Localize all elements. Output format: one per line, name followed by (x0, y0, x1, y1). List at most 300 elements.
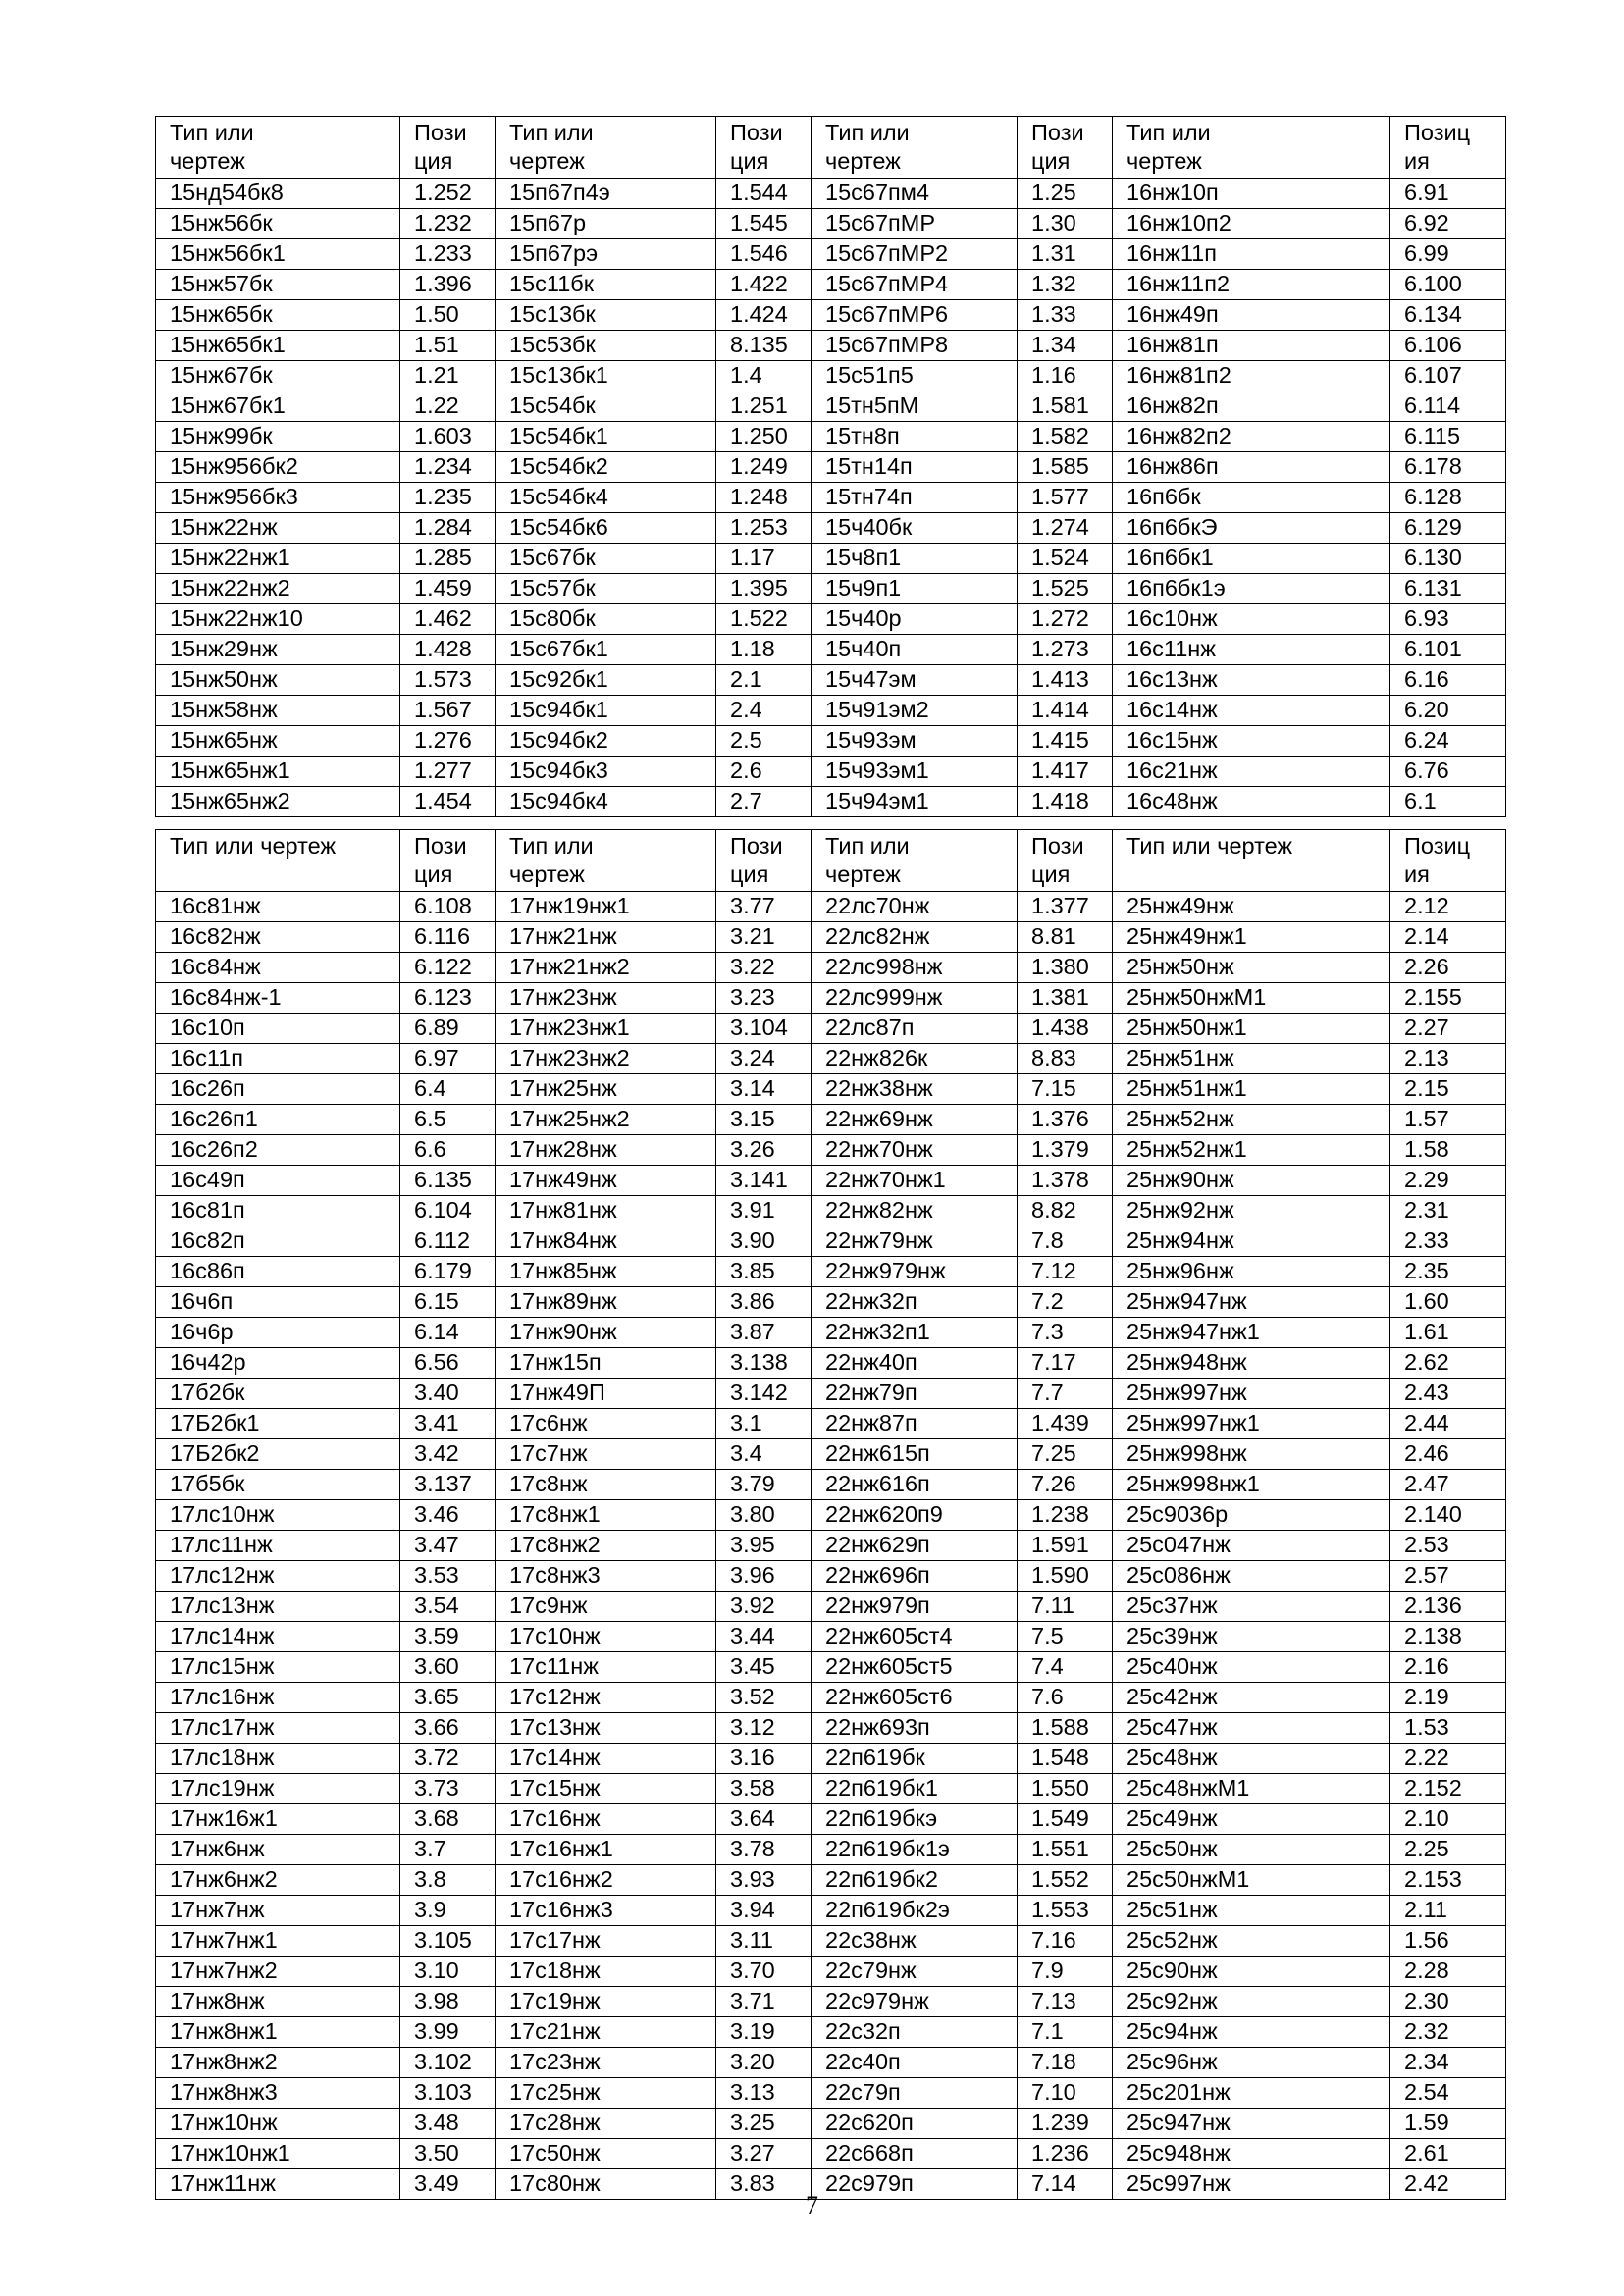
type-cell: 17лс18нж (156, 1744, 400, 1774)
position-cell: 7.8 (1018, 1226, 1113, 1257)
type-cell: 17нж90нж (496, 1318, 716, 1348)
type-cell: 22нж40п (812, 1348, 1018, 1379)
type-cell: 22нж79нж (812, 1226, 1018, 1257)
position-cell: 1.438 (1018, 1014, 1113, 1044)
type-cell: 22с32п (812, 2017, 1018, 2048)
table-header-row (156, 830, 1506, 892)
position-cell: 2.16 (1390, 1652, 1506, 1683)
type-header: Тип или чертеж (1113, 830, 1390, 892)
position-cell: 2.155 (1390, 983, 1506, 1014)
type-cell: 22нж615п (812, 1439, 1018, 1470)
position-cell: 3.10 (400, 1957, 496, 1987)
position-cell: 1.30 (1018, 209, 1113, 239)
type-cell: 16с26п (156, 1074, 400, 1105)
position-cell: 7.14 (1018, 2169, 1113, 2200)
type-cell: 15с54бк4 (496, 483, 716, 513)
position-cell: 1.56 (1390, 1926, 1506, 1957)
type-cell: 15п67п4э (496, 179, 716, 209)
type-cell: 22лс999нж (812, 983, 1018, 1014)
type-cell: 15п67рэ (496, 239, 716, 270)
position-cell: 3.80 (716, 1500, 812, 1531)
position-cell: 6.135 (400, 1166, 496, 1196)
type-cell: 17с7нж (496, 1439, 716, 1470)
position-cell: 1.238 (1018, 1500, 1113, 1531)
position-cell: 3.137 (400, 1470, 496, 1500)
type-cell: 15нж67бк (156, 361, 400, 391)
position-cell: 2.62 (1390, 1348, 1506, 1379)
table-row (156, 1409, 1506, 1439)
type-cell: 16с48нж (1113, 787, 1390, 817)
position-cell: 2.4 (716, 696, 812, 726)
position-cell: 2.11 (1390, 1896, 1506, 1926)
position-cell: 1.251 (716, 391, 812, 422)
table-row (156, 2078, 1506, 2109)
position-cell: 1.603 (400, 422, 496, 452)
type-cell: 22нж87п (812, 1409, 1018, 1439)
table-row (156, 1926, 1506, 1957)
position-cell: 1.415 (1018, 726, 1113, 757)
type-cell: 25с37нж (1113, 1592, 1390, 1622)
type-cell: 16с81п (156, 1196, 400, 1226)
type-cell: 22с979п (812, 2169, 1018, 2200)
type-cell: 25с48нж (1113, 1744, 1390, 1774)
type-cell: 25нж947нж1 (1113, 1318, 1390, 1348)
position-cell: 2.35 (1390, 1257, 1506, 1287)
table-row (156, 922, 1506, 953)
type-cell: 16с49п (156, 1166, 400, 1196)
type-cell: 15нж29нж (156, 635, 400, 665)
position-cell: 2.61 (1390, 2139, 1506, 2169)
position-cell: 3.64 (716, 1804, 812, 1835)
table-row (156, 1804, 1506, 1835)
type-cell: 17нж10нж (156, 2109, 400, 2139)
position-cell: 1.22 (400, 391, 496, 422)
type-cell: 17нж21нж2 (496, 953, 716, 983)
position-cell: 3.73 (400, 1774, 496, 1804)
position-cell: 6.115 (1390, 422, 1506, 452)
position-cell: 6.106 (1390, 331, 1506, 361)
type-cell: 17с25нж (496, 2078, 716, 2109)
type-cell: 17с11нж (496, 1652, 716, 1683)
position-cell: 1.277 (400, 757, 496, 787)
table-row (156, 953, 1506, 983)
table-row (156, 696, 1506, 726)
position-cell: 2.53 (1390, 1531, 1506, 1561)
position-cell: 1.414 (1018, 696, 1113, 726)
type-cell: 22нж620п9 (812, 1500, 1018, 1531)
position-cell: 6.56 (400, 1348, 496, 1379)
position-cell: 3.87 (716, 1318, 812, 1348)
position-cell: 7.16 (1018, 1926, 1113, 1957)
position-cell: 2.136 (1390, 1592, 1506, 1622)
type-cell: 25нж998нж1 (1113, 1470, 1390, 1500)
type-cell: 15нж65бк (156, 300, 400, 331)
type-cell: 22нж70нж (812, 1135, 1018, 1166)
position-cell: 1.248 (716, 483, 812, 513)
position-cell: 3.78 (716, 1835, 812, 1865)
type-cell: 15тн8п (812, 422, 1018, 452)
position-cell: 2.15 (1390, 1074, 1506, 1105)
type-cell: 15нж65бк1 (156, 331, 400, 361)
position-cell: 1.585 (1018, 452, 1113, 483)
position-cell: 1.581 (1018, 391, 1113, 422)
position-cell: 1.285 (400, 544, 496, 574)
type-cell: 25с047нж (1113, 1531, 1390, 1561)
position-cell: 1.424 (716, 300, 812, 331)
position-cell: 6.76 (1390, 757, 1506, 787)
type-cell: 15нж58нж (156, 696, 400, 726)
type-cell: 22нж32п1 (812, 1318, 1018, 1348)
position-cell: 8.83 (1018, 1044, 1113, 1074)
type-cell: 16с26п1 (156, 1105, 400, 1135)
type-cell: 15нж57бк (156, 270, 400, 300)
position-cell: 1.61 (1390, 1318, 1506, 1348)
type-cell: 25нж90нж (1113, 1166, 1390, 1196)
position-header: Пози ция (716, 830, 812, 892)
type-cell: 25с40нж (1113, 1652, 1390, 1683)
type-cell: 16нж86п (1113, 452, 1390, 483)
position-cell: 6.130 (1390, 544, 1506, 574)
type-cell: 15нж22нж (156, 513, 400, 544)
position-cell: 3.41 (400, 1409, 496, 1439)
position-cell: 1.524 (1018, 544, 1113, 574)
type-cell: 16нж82п (1113, 391, 1390, 422)
position-cell: 3.40 (400, 1379, 496, 1409)
type-cell: 16с10нж (1113, 604, 1390, 635)
position-cell: 7.4 (1018, 1652, 1113, 1683)
position-cell: 6.1 (1390, 787, 1506, 817)
position-cell: 6.114 (1390, 391, 1506, 422)
type-cell: 15п67р (496, 209, 716, 239)
type-cell: 16с21нж (1113, 757, 1390, 787)
position-cell: 3.86 (716, 1287, 812, 1318)
position-cell: 3.58 (716, 1774, 812, 1804)
position-cell: 3.21 (716, 922, 812, 953)
table-header-row (156, 117, 1506, 179)
table-row (156, 452, 1506, 483)
position-cell: 1.413 (1018, 665, 1113, 696)
table-row (156, 513, 1506, 544)
table-row (156, 726, 1506, 757)
position-cell: 8.82 (1018, 1196, 1113, 1226)
position-cell: 3.70 (716, 1957, 812, 1987)
position-cell: 1.53 (1390, 1713, 1506, 1744)
type-cell: 17нж6нж (156, 1835, 400, 1865)
table-row (156, 544, 1506, 574)
table-row (156, 1531, 1506, 1561)
position-cell: 3.71 (716, 1987, 812, 2017)
table-row (156, 2048, 1506, 2078)
type-cell: 17с16нж1 (496, 1835, 716, 1865)
position-cell: 7.26 (1018, 1470, 1113, 1500)
table-row (156, 1318, 1506, 1348)
position-cell: 2.12 (1390, 892, 1506, 922)
page-number: 7 (806, 2191, 818, 2219)
table-row (156, 179, 1506, 209)
type-cell: 22лс998нж (812, 953, 1018, 983)
position-cell: 6.93 (1390, 604, 1506, 635)
position-cell: 2.34 (1390, 2048, 1506, 2078)
position-cell: 7.9 (1018, 1957, 1113, 1987)
table-row (156, 892, 1506, 922)
position-cell: 2.28 (1390, 1957, 1506, 1987)
type-cell: 15нд54бк8 (156, 179, 400, 209)
table-row (156, 361, 1506, 391)
position-cell: 3.15 (716, 1105, 812, 1135)
position-cell: 1.396 (400, 270, 496, 300)
position-header: Пози ция (400, 117, 496, 179)
type-header: Тип или чертеж (496, 830, 716, 892)
position-cell: 7.3 (1018, 1318, 1113, 1348)
type-cell: 16с14нж (1113, 696, 1390, 726)
position-cell: 2.27 (1390, 1014, 1506, 1044)
type-cell: 15нж65нж1 (156, 757, 400, 787)
type-cell: 22п619бк (812, 1744, 1018, 1774)
type-cell: 25с50нжМ1 (1113, 1865, 1390, 1896)
position-cell: 3.77 (716, 892, 812, 922)
position-cell: 6.6 (400, 1135, 496, 1166)
type-cell: 25нж51нж1 (1113, 1074, 1390, 1105)
type-cell: 16п6бкЭ (1113, 513, 1390, 544)
type-cell: 25с947нж (1113, 2109, 1390, 2139)
type-cell: 17с17нж (496, 1926, 716, 1957)
type-cell: 22нж38нж (812, 1074, 1018, 1105)
type-cell: 25нж49нж1 (1113, 922, 1390, 953)
type-cell: 15с92бк1 (496, 665, 716, 696)
type-cell: 17с8нж (496, 1470, 716, 1500)
position-cell: 3.102 (400, 2048, 496, 2078)
type-cell: 15ч47эм (812, 665, 1018, 696)
type-cell: 22нж629п (812, 1531, 1018, 1561)
position-cell: 3.94 (716, 1896, 812, 1926)
type-cell: 17б2бк (156, 1379, 400, 1409)
position-cell: 1.552 (1018, 1865, 1113, 1896)
position-cell: 1.378 (1018, 1166, 1113, 1196)
position-cell: 2.46 (1390, 1439, 1506, 1470)
position-cell: 6.97 (400, 1044, 496, 1074)
type-cell: 17с13нж (496, 1713, 716, 1744)
table-row (156, 574, 1506, 604)
type-cell: 22нж693п (812, 1713, 1018, 1744)
position-cell: 2.5 (716, 726, 812, 757)
type-cell: 25нж96нж (1113, 1257, 1390, 1287)
position-cell: 1.577 (1018, 483, 1113, 513)
position-cell: 3.68 (400, 1804, 496, 1835)
type-cell: 22нж70нж1 (812, 1166, 1018, 1196)
type-cell: 22лс82нж (812, 922, 1018, 953)
type-cell: 25с42нж (1113, 1683, 1390, 1713)
type-cell: 17с21нж (496, 2017, 716, 2048)
type-cell: 25нж997нж (1113, 1379, 1390, 1409)
position-cell: 3.66 (400, 1713, 496, 1744)
type-cell: 16с82нж (156, 922, 400, 953)
type-cell: 15с54бк (496, 391, 716, 422)
position-cell: 2.10 (1390, 1804, 1506, 1835)
position-header: Пози ция (400, 830, 496, 892)
type-cell: 22лс87п (812, 1014, 1018, 1044)
type-cell: 22с79п (812, 2078, 1018, 2109)
type-cell: 16нж49п (1113, 300, 1390, 331)
type-header: Тип или чертеж (1113, 117, 1390, 179)
table-row (156, 1865, 1506, 1896)
type-cell: 22п619бк1 (812, 1774, 1018, 1804)
position-cell: 1.525 (1018, 574, 1113, 604)
position-cell: 6.100 (1390, 270, 1506, 300)
type-cell: 17с80нж (496, 2169, 716, 2200)
position-cell: 6.179 (400, 1257, 496, 1287)
position-cell: 3.83 (716, 2169, 812, 2200)
position-cell: 1.253 (716, 513, 812, 544)
position-cell: 1.591 (1018, 1531, 1113, 1561)
table-row (156, 1257, 1506, 1287)
position-cell: 2.7 (716, 787, 812, 817)
position-cell: 1.439 (1018, 1409, 1113, 1439)
type-cell: 15с13бк (496, 300, 716, 331)
position-cell: 3.16 (716, 1744, 812, 1774)
type-cell: 15ч40п (812, 635, 1018, 665)
type-cell: 16с81нж (156, 892, 400, 922)
position-header: Пози ция (1018, 830, 1113, 892)
position-cell: 1.272 (1018, 604, 1113, 635)
position-cell: 7.5 (1018, 1622, 1113, 1652)
position-cell: 1.273 (1018, 635, 1113, 665)
type-cell: 17нж23нж1 (496, 1014, 716, 1044)
type-cell: 17нж10нж1 (156, 2139, 400, 2169)
type-cell: 15с51п5 (812, 361, 1018, 391)
position-cell: 1.588 (1018, 1713, 1113, 1744)
table-row (156, 635, 1506, 665)
type-cell: 15с54бк6 (496, 513, 716, 544)
position-cell: 3.59 (400, 1622, 496, 1652)
type-cell: 25нж948нж (1113, 1348, 1390, 1379)
position-cell: 1.50 (400, 300, 496, 331)
position-cell: 2.22 (1390, 1744, 1506, 1774)
type-cell: 15с94бк4 (496, 787, 716, 817)
position-cell: 1.582 (1018, 422, 1113, 452)
position-cell: 1.235 (400, 483, 496, 513)
type-cell: 15с67бк (496, 544, 716, 574)
type-cell: 17с19нж (496, 1987, 716, 2017)
position-cell: 3.7 (400, 1835, 496, 1865)
table-row (156, 1744, 1506, 1774)
type-header: Тип или чертеж (812, 830, 1018, 892)
type-cell: 17нж7нж2 (156, 1957, 400, 1987)
position-cell: 1.32 (1018, 270, 1113, 300)
type-cell: 25с90нж (1113, 1957, 1390, 1987)
position-cell: 3.45 (716, 1652, 812, 1683)
position-cell: 3.53 (400, 1561, 496, 1592)
position-cell: 3.24 (716, 1044, 812, 1074)
type-cell: 22нж616п (812, 1470, 1018, 1500)
type-cell: 25с201нж (1113, 2078, 1390, 2109)
position-cell: 3.9 (400, 1896, 496, 1926)
type-cell: 17нж15п (496, 1348, 716, 1379)
type-cell: 15нж50нж (156, 665, 400, 696)
table-row (156, 1439, 1506, 1470)
type-cell: 17с8нж3 (496, 1561, 716, 1592)
position-cell: 6.20 (1390, 696, 1506, 726)
table-row (156, 300, 1506, 331)
position-header: Позиц ия (1390, 830, 1506, 892)
position-cell: 3.104 (716, 1014, 812, 1044)
position-cell: 1.549 (1018, 1804, 1113, 1835)
type-cell: 17Б2бк2 (156, 1439, 400, 1470)
position-cell: 3.48 (400, 2109, 496, 2139)
position-cell: 1.553 (1018, 1896, 1113, 1926)
type-cell: 15с80бк (496, 604, 716, 635)
position-cell: 2.42 (1390, 2169, 1506, 2200)
type-cell: 15с67пМР2 (812, 239, 1018, 270)
type-cell: 22нж696п (812, 1561, 1018, 1592)
type-cell: 15тн5пМ (812, 391, 1018, 422)
position-cell: 2.30 (1390, 1987, 1506, 2017)
position-cell: 6.101 (1390, 635, 1506, 665)
table-row (156, 391, 1506, 422)
position-cell: 3.85 (716, 1257, 812, 1287)
position-cell: 1.236 (1018, 2139, 1113, 2169)
table-row (156, 270, 1506, 300)
type-cell: 15ч40р (812, 604, 1018, 635)
type-cell: 25нж50нжМ1 (1113, 983, 1390, 1014)
position-cell: 3.52 (716, 1683, 812, 1713)
table-row (156, 1226, 1506, 1257)
table-row (156, 1652, 1506, 1683)
type-cell: 22нж979нж (812, 1257, 1018, 1287)
position-cell: 1.33 (1018, 300, 1113, 331)
position-cell: 7.18 (1018, 2048, 1113, 2078)
position-cell: 6.92 (1390, 209, 1506, 239)
table-row (156, 1592, 1506, 1622)
position-cell: 1.454 (400, 787, 496, 817)
position-cell: 1.249 (716, 452, 812, 483)
type-cell: 16ч42р (156, 1348, 400, 1379)
type-cell: 17с50нж (496, 2139, 716, 2169)
type-cell: 15тн14п (812, 452, 1018, 483)
table-row (156, 1683, 1506, 1713)
position-cell: 2.44 (1390, 1409, 1506, 1439)
type-cell: 25нж947нж (1113, 1287, 1390, 1318)
type-cell: 15нж22нж2 (156, 574, 400, 604)
position-cell: 3.138 (716, 1348, 812, 1379)
position-cell: 3.12 (716, 1713, 812, 1744)
table-row (156, 2139, 1506, 2169)
position-cell: 3.46 (400, 1500, 496, 1531)
type-cell: 25с48нжМ1 (1113, 1774, 1390, 1804)
position-cell: 1.551 (1018, 1835, 1113, 1865)
table-row (156, 1348, 1506, 1379)
position-cell: 3.44 (716, 1622, 812, 1652)
position-cell: 3.65 (400, 1683, 496, 1713)
position-header: Пози ция (716, 117, 812, 179)
type-cell: 16нж11п2 (1113, 270, 1390, 300)
type-cell: 22п619бк2э (812, 1896, 1018, 1926)
position-cell: 2.19 (1390, 1683, 1506, 1713)
position-cell: 1.16 (1018, 361, 1113, 391)
position-cell: 3.27 (716, 2139, 812, 2169)
table-row (156, 1957, 1506, 1987)
table-row (156, 983, 1506, 1014)
position-cell: 3.54 (400, 1592, 496, 1622)
type-cell: 15с94бк3 (496, 757, 716, 787)
position-cell: 1.459 (400, 574, 496, 604)
type-cell: 15с67пМР4 (812, 270, 1018, 300)
type-cell: 25нж50нж (1113, 953, 1390, 983)
type-cell: 17с10нж (496, 1622, 716, 1652)
type-cell: 25нж49нж (1113, 892, 1390, 922)
position-cell: 1.233 (400, 239, 496, 270)
type-cell: 25с47нж (1113, 1713, 1390, 1744)
position-cell: 1.380 (1018, 953, 1113, 983)
